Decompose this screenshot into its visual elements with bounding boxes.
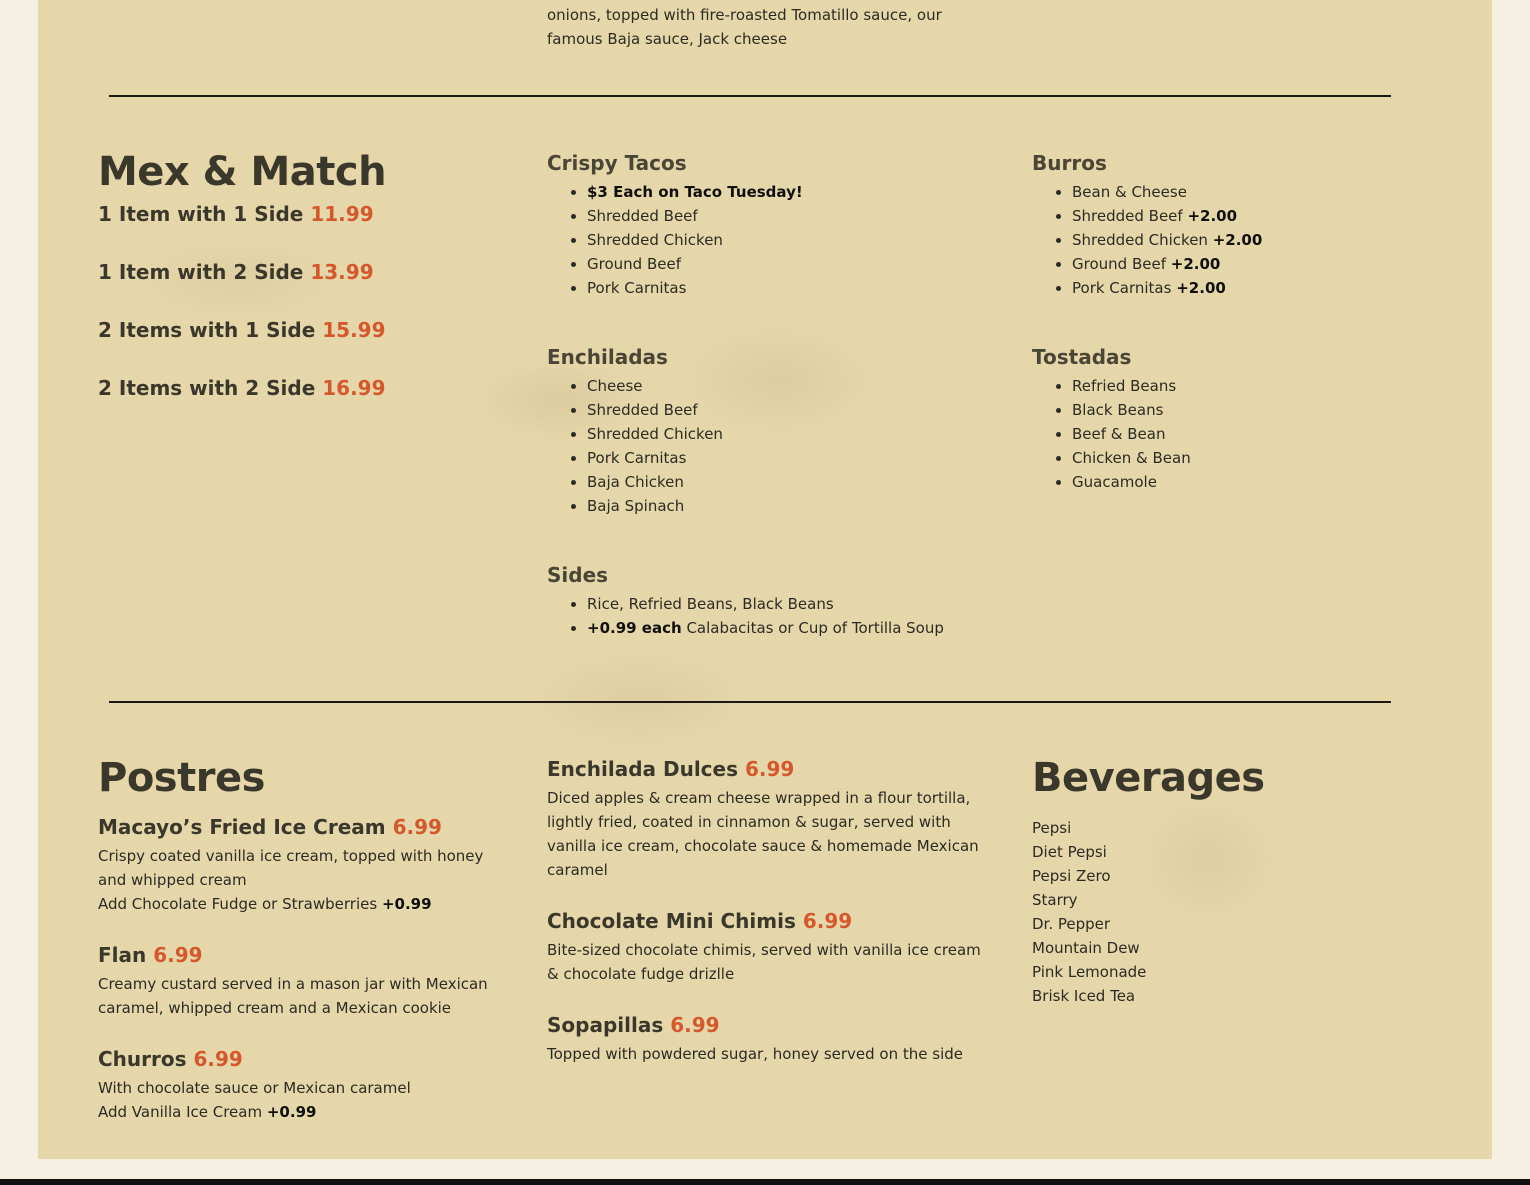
burros-section xyxy=(1032,150,1262,300)
combo-price: 13.99 xyxy=(310,260,374,284)
list-item: Pepsi xyxy=(1032,819,1072,837)
mex-match-section xyxy=(98,150,386,434)
list-item: Brisk Iced Tea xyxy=(1032,987,1136,1005)
postres-title: Postres xyxy=(98,755,265,801)
list-item: • Shredded Beef xyxy=(587,398,723,422)
list-item: • Rice, Refried Beans, Black Beans xyxy=(587,592,944,616)
mex-match-title: Mex & Match xyxy=(98,149,387,195)
list-item: • Shredded Beef xyxy=(587,204,803,228)
combo-price: 11.99 xyxy=(310,202,374,226)
footer-bar xyxy=(0,1179,1530,1185)
list-item: • Shredded Beef +2.00 xyxy=(1072,204,1262,228)
list-item: • Bean & Cheese xyxy=(1072,180,1262,204)
combo-price: 16.99 xyxy=(322,376,386,400)
dessert-item: Chocolate Mini Chimis 6.99 Bite-sized chocolate chimis, served with vanilla ice cream & chocolate fudge drizlle xyxy=(547,909,981,983)
list-item: • Pork Carnitas +2.00 xyxy=(1072,276,1262,300)
dessert-item: Sopapillas 6.99 Topped with powdered sugar, honey served on the side xyxy=(547,1013,963,1063)
sides-title: Sides xyxy=(547,563,609,587)
list-item: • Shredded Chicken xyxy=(587,422,723,446)
list-item: • Baja Spinach xyxy=(587,494,723,518)
list-item: • Black Beans xyxy=(1072,398,1191,422)
postres-section xyxy=(98,756,498,1124)
list-item: Pepsi Zero xyxy=(1032,867,1111,885)
list-item: • Guacamole xyxy=(1072,470,1191,494)
list-item: • Cheese xyxy=(587,374,723,398)
list-item: • Baja Chicken xyxy=(587,470,723,494)
dessert-item: Churros 6.99 With chocolate sauce or Mexican caramel Add Vanilla Ice Cream +0.99 xyxy=(98,1047,411,1121)
list-item: • +0.99 each Calabacitas or Cup of Tortilla Soup xyxy=(587,616,944,640)
section-divider xyxy=(109,701,1391,703)
sides-section xyxy=(547,562,944,640)
combo-item: 2 Items with 2 Side 16.99 xyxy=(98,376,386,400)
beverages-title: Beverages xyxy=(1032,755,1265,801)
list-item: • Beef & Bean xyxy=(1072,422,1191,446)
list-item: Starry xyxy=(1032,891,1078,909)
tostadas-section xyxy=(1032,344,1191,494)
combo-item: 2 Items with 1 Side 15.99 xyxy=(98,318,386,342)
list-item: • $3 Each on Taco Tuesday! xyxy=(587,180,803,204)
list-item: Mountain Dew xyxy=(1032,939,1140,957)
list-item: • Refried Beans xyxy=(1072,374,1191,398)
combo-item: 1 Item with 2 Side 13.99 xyxy=(98,260,374,284)
list-item: • Chicken & Bean xyxy=(1072,446,1191,470)
list-item: • Shredded Chicken +2.00 xyxy=(1072,228,1262,252)
enchiladas-section xyxy=(547,344,723,518)
dessert-item: Macayo’s Fried Ice Cream 6.99 Crispy coated vanilla ice cream, topped with honey and whipped cream Add Chocolate Fudge or Strawberries +0.99 xyxy=(98,815,484,913)
intro-description: onions, topped with fire-roasted Tomatillo sauce, our famous Baja sauce, Jack cheese xyxy=(547,6,942,48)
list-item: Dr. Pepper xyxy=(1032,915,1111,933)
desserts-column xyxy=(547,756,987,1066)
list-item: • Pork Carnitas xyxy=(587,276,803,300)
dessert-item: Enchilada Dulces 6.99 Diced apples & cream cheese wrapped in a flour tortilla, lightly fried, coated in cinnamon & sugar, served with vanilla ice cream, chocolate sauce & homemade Mexican caramel xyxy=(547,757,979,879)
list-item: Pink Lemonade xyxy=(1032,963,1147,981)
crispy-tacos-section xyxy=(547,150,803,300)
list-item: Diet Pepsi xyxy=(1032,843,1107,861)
combo-item: 1 Item with 1 Side 11.99 xyxy=(98,202,374,226)
list-item: • Ground Beef +2.00 xyxy=(1072,252,1262,276)
list-item: • Ground Beef xyxy=(587,252,803,276)
burros-title: Burros xyxy=(1032,151,1107,175)
tostadas-title: Tostadas xyxy=(1032,345,1132,369)
list-item: • Shredded Chicken xyxy=(587,228,803,252)
section-divider xyxy=(109,95,1391,97)
beverages-section xyxy=(1032,756,1265,1008)
combo-price: 15.99 xyxy=(322,318,386,342)
list-item: • Pork Carnitas xyxy=(587,446,723,470)
crispy-tacos-title: Crispy Tacos xyxy=(547,151,687,175)
dessert-item: Flan 6.99 Creamy custard served in a mason jar with Mexican caramel, whipped cream and a Mexican cookie xyxy=(98,943,488,1017)
enchiladas-title: Enchiladas xyxy=(547,345,668,369)
